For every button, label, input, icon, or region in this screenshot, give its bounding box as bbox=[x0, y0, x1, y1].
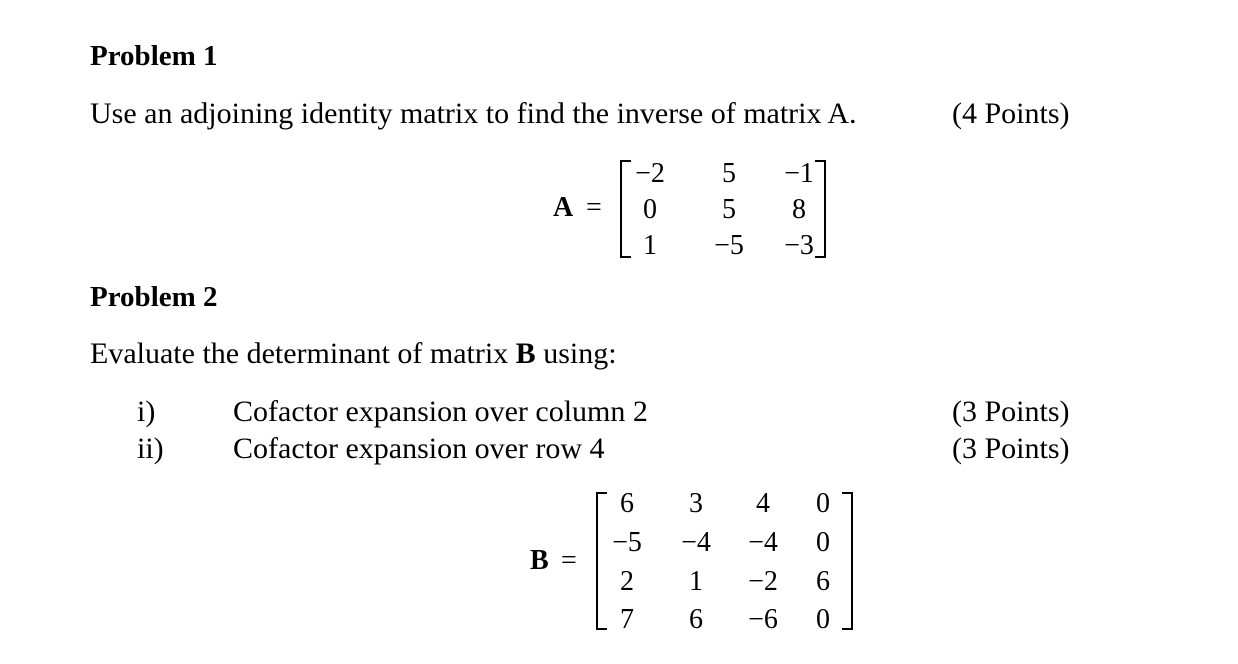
matrix-cell: 2 bbox=[620, 566, 634, 597]
item-marker: ii) bbox=[137, 432, 164, 465]
matrix-cell: 0 bbox=[643, 194, 657, 225]
problem-1-heading: Problem 1 bbox=[90, 40, 218, 72]
matrix-cell: 1 bbox=[689, 566, 703, 597]
matrix-cell: 8 bbox=[792, 194, 806, 225]
problem-2-heading: Problem 2 bbox=[90, 281, 218, 313]
problem-1-instruction: Use an adjoining identity matrix to find the inverse of matrix A. bbox=[90, 97, 857, 130]
item-points: (3 Points) bbox=[952, 432, 1070, 465]
matrix-a-label: A bbox=[553, 192, 574, 223]
instruction-matrix-name: B bbox=[515, 337, 536, 370]
problem-2-instruction bbox=[90, 337, 617, 371]
problem-1-points: (4 Points) bbox=[952, 97, 1070, 130]
matrix-cell: −4 bbox=[748, 527, 778, 558]
matrix-cell: −4 bbox=[681, 527, 711, 558]
matrix-cell: 6 bbox=[689, 604, 703, 635]
matrix-cell: 0 bbox=[816, 527, 830, 558]
matrix-cell: 5 bbox=[722, 158, 736, 189]
matrix-cell: −6 bbox=[748, 604, 778, 635]
matrix-cell: 0 bbox=[816, 604, 830, 635]
item-text: Cofactor expansion over row 4 bbox=[233, 432, 605, 465]
matrix-cell: −2 bbox=[748, 566, 778, 597]
item-marker: i) bbox=[137, 395, 156, 428]
matrix-cell: 6 bbox=[816, 566, 830, 597]
matrix-cell: 5 bbox=[722, 194, 736, 225]
matrix-b-equals: = bbox=[561, 545, 577, 576]
item-points: (3 Points) bbox=[952, 395, 1070, 428]
matrix-cell: 6 bbox=[620, 488, 634, 519]
matrix-a-equals: = bbox=[586, 192, 602, 223]
matrix-b-label: B bbox=[530, 545, 549, 576]
matrix-cell: 4 bbox=[756, 488, 770, 519]
instruction-text: Evaluate the determinant of matrix bbox=[90, 337, 516, 370]
matrix-cell: 7 bbox=[620, 604, 634, 635]
matrix-cell: −2 bbox=[635, 158, 665, 189]
matrix-cell: −5 bbox=[714, 230, 744, 261]
matrix-cell: 0 bbox=[816, 488, 830, 519]
item-text: Cofactor expansion over column 2 bbox=[233, 395, 648, 428]
matrix-cell: 1 bbox=[643, 230, 657, 261]
matrix-cell: −3 bbox=[784, 230, 814, 261]
matrix-cell: 3 bbox=[689, 488, 703, 519]
matrix-cell: −1 bbox=[784, 158, 814, 189]
matrix-cell: −5 bbox=[612, 527, 642, 558]
instruction-suffix: using: bbox=[535, 337, 617, 370]
